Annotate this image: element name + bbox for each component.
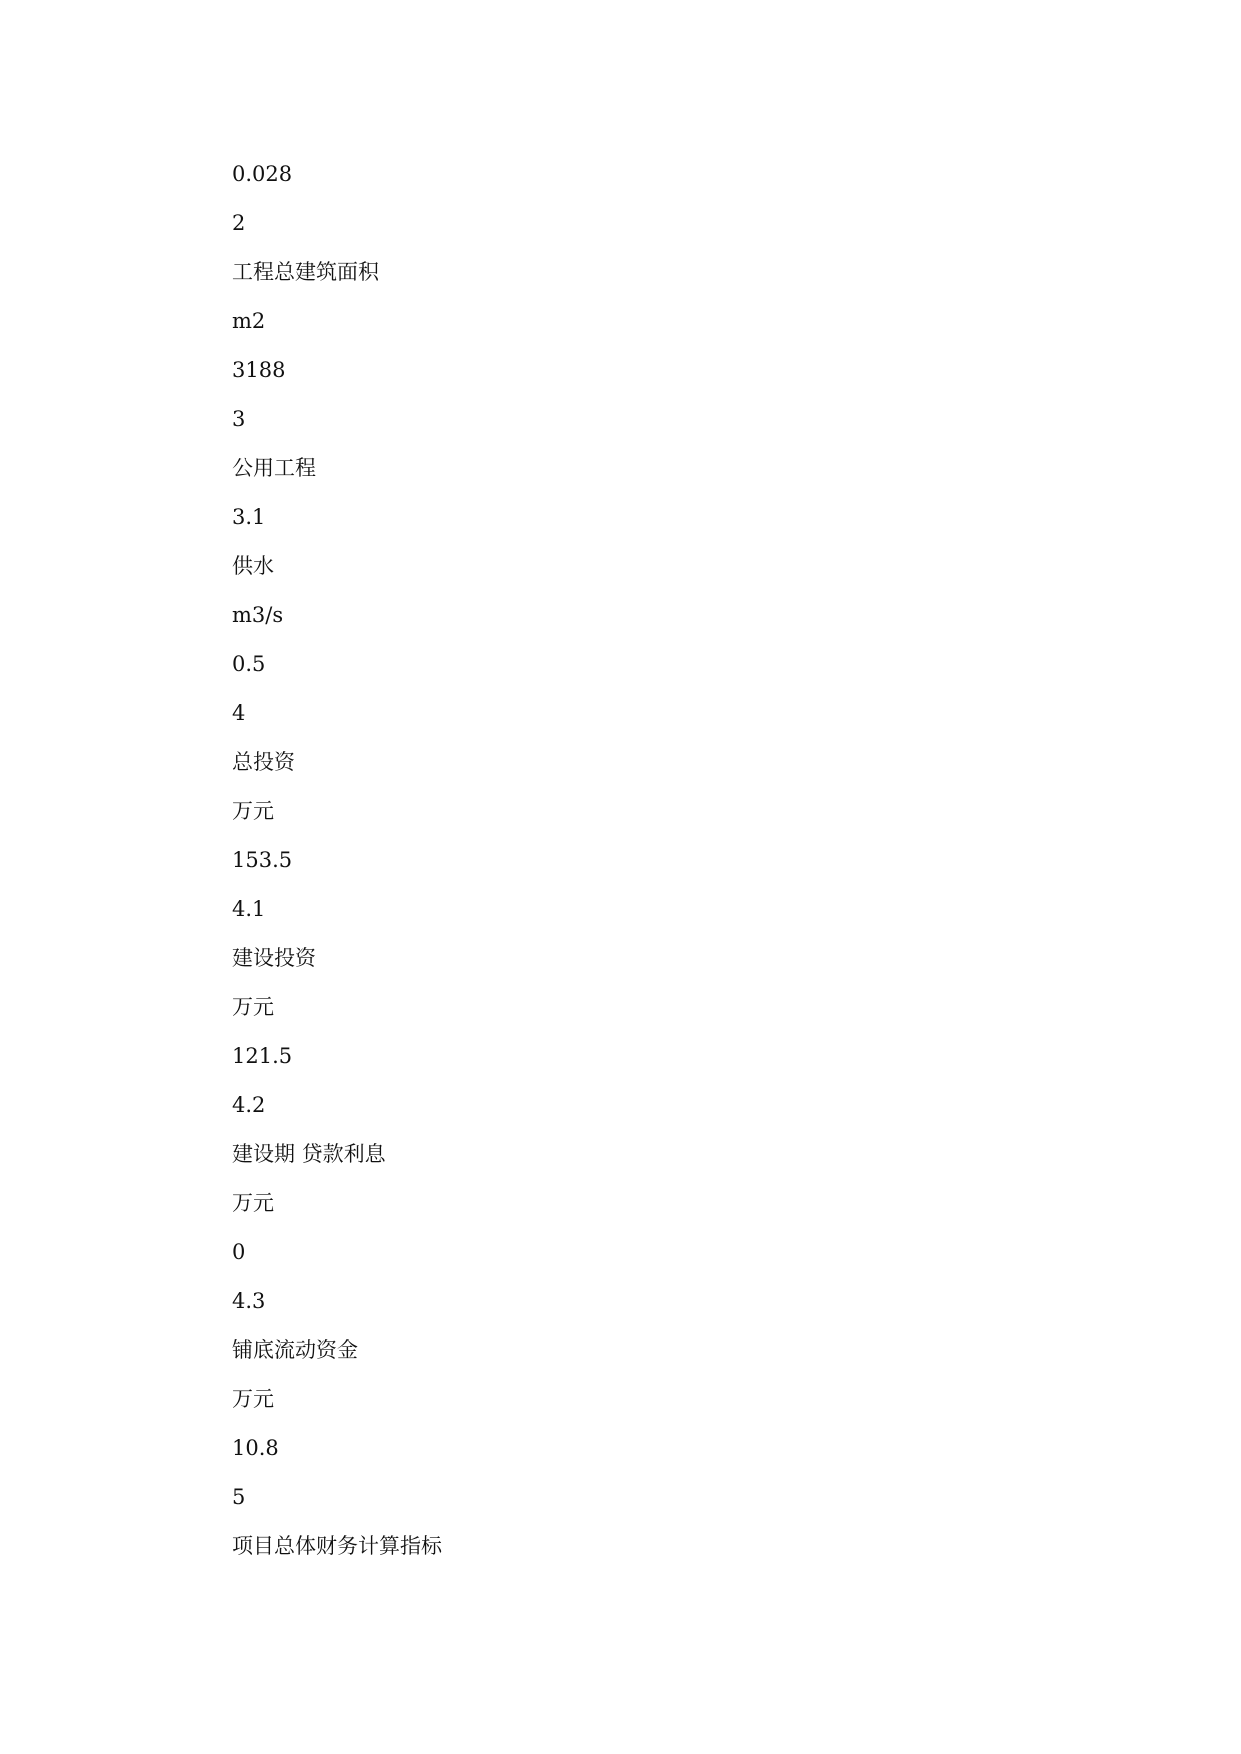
text-line: 3.1 <box>232 505 266 529</box>
text-line: 2 <box>232 211 246 235</box>
text-line: 建设期 贷款利息 <box>232 1142 386 1166</box>
text-line: 4 <box>232 701 246 725</box>
text-line: 万元 <box>232 995 274 1019</box>
text-line: 153.5 <box>232 848 293 872</box>
text-line: 万元 <box>232 799 274 823</box>
text-line: 0.028 <box>232 162 293 186</box>
text-line: 3 <box>232 407 246 431</box>
text-line: 工程总建筑面积 <box>232 260 379 284</box>
text-line: 4.1 <box>232 897 266 921</box>
text-line: 10.8 <box>232 1436 279 1460</box>
text-line: 5 <box>232 1485 246 1509</box>
text-line: 121.5 <box>232 1044 293 1068</box>
text-line: 万元 <box>232 1387 274 1411</box>
text-line: 项目总体财务计算指标 <box>232 1534 442 1558</box>
text-line: 总投资 <box>232 750 295 774</box>
text-line: m3/s <box>232 603 284 627</box>
text-line-list <box>232 160 442 1581</box>
text-line: 供水 <box>232 554 274 578</box>
text-line: 4.2 <box>232 1093 266 1117</box>
text-line: 0.5 <box>232 652 266 676</box>
text-line: 万元 <box>232 1191 274 1215</box>
text-line: 公用工程 <box>232 456 316 480</box>
text-line: 建设投资 <box>232 946 316 970</box>
text-line: m2 <box>232 309 266 333</box>
text-line: 铺底流动资金 <box>232 1338 358 1362</box>
text-line: 4.3 <box>232 1289 266 1313</box>
text-line: 0 <box>232 1240 246 1264</box>
text-line: 3188 <box>232 358 286 382</box>
